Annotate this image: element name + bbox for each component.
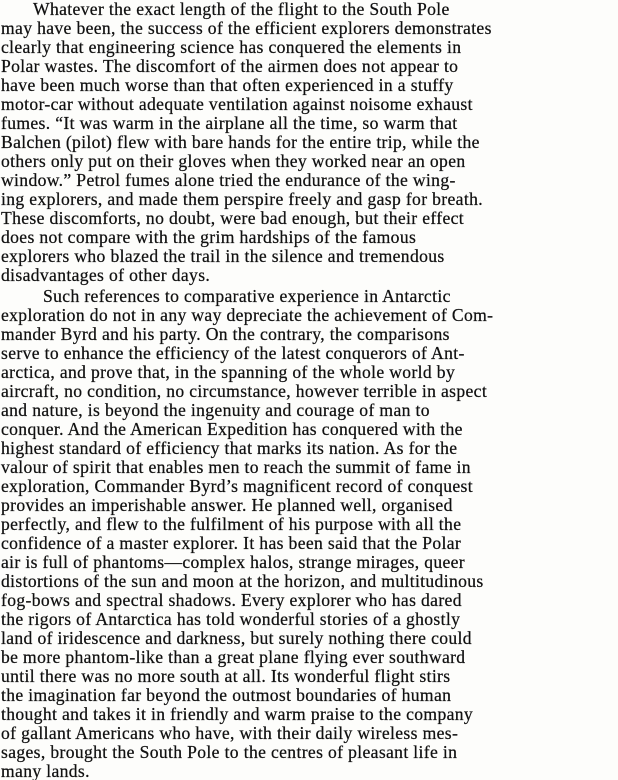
text-line: thought and takes it in friendly and warm praise to the company: [1, 704, 474, 724]
text-line: explorers who blazed the trail in the silence and tremendous: [1, 246, 445, 266]
text-line: Balchen (pilot) flew with bare hands for the entire trip, while the: [1, 132, 480, 152]
text-line: arctica, and prove that, in the spanning of the whole world by: [1, 362, 456, 382]
text-line: fog-bows and spectral shadows. Every explorer who has dared: [1, 590, 462, 610]
text-line: Polar wastes. The discomfort of the airmen does not appear to: [1, 56, 459, 76]
text-line: may have been, the success of the efficient explorers demonstrates: [1, 18, 492, 38]
text-line: the rigors of Antarctica has told wonderful stories of a ghostly: [1, 609, 461, 629]
text-line: and nature, is beyond the ingenuity and courage of man to: [1, 400, 430, 420]
text-line: of gallant Americans who have, with their daily wireless mes-: [1, 723, 459, 743]
text-line: provides an imperishable answer. He planned well, organised: [1, 495, 453, 515]
text-line: others only put on their gloves when they worked near an open: [1, 151, 466, 171]
text-line: ing explorers, and made them perspire freely and gasp for breath.: [1, 189, 483, 209]
text-line: distortions of the sun and moon at the horizon, and multitudinous: [1, 571, 484, 591]
text-line: land of iridescence and darkness, but surely nothing there could: [1, 628, 472, 648]
text-line: air is full of phantoms—complex halos, strange mirages, queer: [1, 552, 466, 572]
text-line: confidence of a master explorer. It has been said that the Polar: [1, 533, 462, 553]
text-line: conquer. And the American Expedition has conquered with the: [1, 419, 463, 439]
text-line: These discomforts, no doubt, were bad enough, but their effect: [1, 208, 465, 228]
text-line: Such references to comparative experience in Antarctic: [43, 286, 451, 306]
text-line: fumes. “It was warm in the airplane all the time, so warm that: [1, 113, 458, 133]
text-line: perfectly, and flew to the fulfilment of his purpose with all the: [1, 514, 462, 534]
text-line: valour of spirit that enables men to reach the summit of fame in: [1, 457, 471, 477]
text-line: window.” Petrol fumes alone tried the endurance of the wing-: [1, 170, 456, 190]
text-line: clearly that engineering science has conquered the elements in: [1, 37, 462, 57]
text-line: highest standard of efficiency that marks its nation. As for the: [1, 438, 458, 458]
text-line: until there was no more south at all. Its wonderful flight stirs: [1, 666, 451, 686]
text-line: the imagination far beyond the outmost boundaries of human: [1, 685, 452, 705]
text-line: sages, brought the South Pole to the centres of pleasant life in: [1, 742, 458, 762]
text-line: serve to enhance the efficiency of the latest conquerors of Ant-: [1, 343, 465, 363]
text-line: many lands.: [1, 761, 90, 780]
text-line: motor-car without adequate ventilation against noisome exhaust: [1, 94, 473, 114]
text-line: does not compare with the grim hardships of the famous: [1, 227, 417, 247]
text-line: disadvantages of other days.: [1, 265, 211, 285]
text-line: have been much worse than that often experienced in a stuffy: [1, 75, 454, 95]
text-line: be more phantom-like than a great plane flying ever southward: [1, 647, 466, 667]
text-line: Whatever the exact length of the flight to the South Pole: [33, 0, 450, 19]
text-line: exploration, Commander Byrd’s magnificent record of conquest: [1, 476, 473, 496]
text-line: aircraft, no condition, no circumstance, however terrible in aspect: [1, 381, 488, 401]
text-line: exploration do not in any way depreciate the achievement of Com-: [1, 305, 494, 325]
text-line: mander Byrd and his party. On the contrary, the comparisons: [1, 324, 450, 344]
